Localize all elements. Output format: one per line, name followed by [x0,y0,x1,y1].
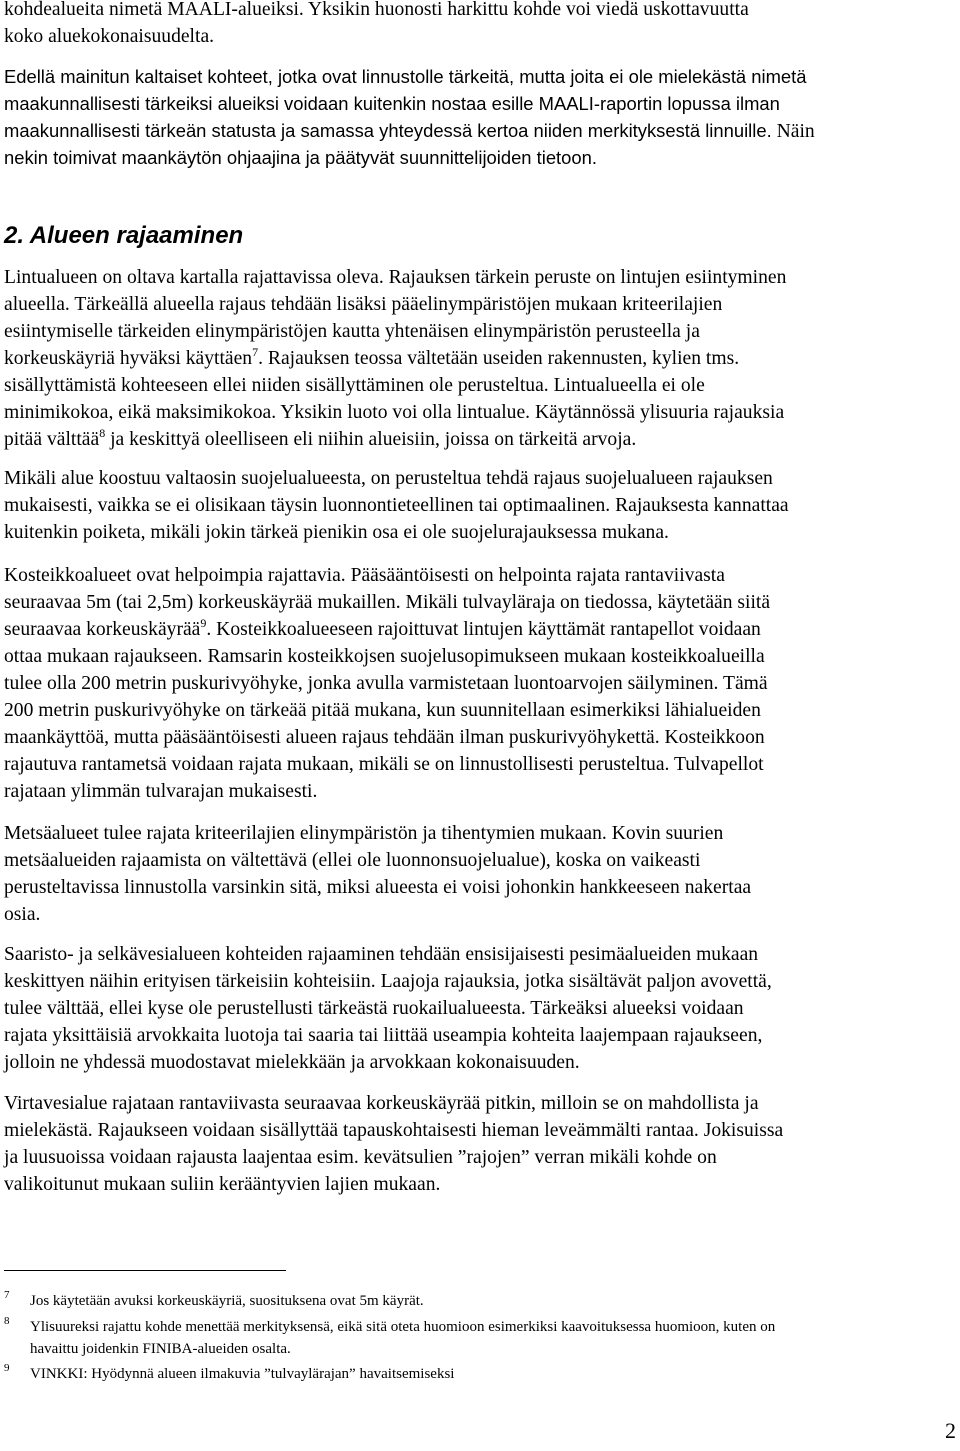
paragraph-2 [4,465,954,546]
footnote-7: 7 Jos käytetään avuksi korkeuskäyriä, suosituksena ovat 5m käyrät. [4,1289,424,1309]
paragraph-6 [4,1090,954,1198]
text-line: metsäalueiden rajaamista on vältettävä (ellei ole luonnonsuojelualue), koska on vaikeasti [4,850,701,871]
text-line: esiintymiselle tärkeiden elinympäristöjen kautta yhtenäisen elinympäristön perusteella ja [4,321,700,342]
text-line: ja luusuoissa voidaan rajausta laajentaa esim. kevätsulien ”rajojen” verran mikäli kohde on [4,1147,717,1168]
paragraph-1 [4,264,954,453]
text-line: Metsäalueet tulee rajata kriteerilajien elinympäristön ja tihentymien mukaan. Kovin suurien [4,823,724,844]
footnote-9: 9 VINKKI: Hyödynnä alueen ilmakuvia ”tulvaylärajan” havaitsemiseksi [4,1362,455,1382]
text-line: Edellä mainitun kaltaiset kohteet, jotka ovat linnustolle tärkeitä, mutta joita ei ole mielekästä nimetä [4,66,807,87]
text-line: kohdealueita nimetä MAALI-alueiksi. Yksikin huonosti harkittu kohde voi viedä uskottavuutta [4,0,749,20]
footnote-ref-9: 9 [200,616,207,630]
footnote-text: Ylisuureksi rajattu kohde menettää merkityksensä, eikä sitä oteta huomioon esimerkiksi kaavoituksessa huomioon, kuten on [30,1319,776,1335]
footnote-8: 8 Ylisuureksi rajattu kohde menettää merkityksensä, eikä sitä oteta huomioon esimerkiksi kaavoituksessa huomioon, kuten on havaittu joidenkin FINIBA-alueiden osalta. [4,1316,954,1360]
text-line: minimikokoa, eikä maksimikokoa. Yksikin luoto voi olla lintualue. Käytännössä ylisuuria rajauksia [4,402,785,423]
text-line: rajautuva rantametsä voidaan rajata mukaan, mikäli se on linnustollisesti perusteltua. Tulvapellot [4,754,764,775]
paragraph-intro-2 [4,63,954,171]
text-line: Saaristo- ja selkävesialueen kohteiden rajaaminen tehdään ensisijaisesti pesimäalueiden mukaan [4,944,759,965]
text-line [4,345,954,372]
text-line: nekin toimivat maankäytön ohjaajina ja päätyvät suunnittelijoiden tietoon. [4,147,597,168]
text-segment: maakunnallisesti tärkeän statusta ja samassa yhteydessä kertoa niiden merkityksestä linnuille. [4,120,772,141]
text-line [4,616,954,643]
text-line: maakunnallisesti tärkeiksi alueiksi voidaan kuitenkin nostaa esille MAALI-raportin lopussa ilman [4,93,780,114]
text-line: Mikäli alue koostuu valtaosin suojelualueesta, on perusteltua tehdä rajaus suojelualueen rajauksen [4,468,773,489]
text-segment: . Kosteikkoalueeseen rajoittuvat lintujen käyttämät rantapellot voidaan [206,619,761,640]
text-segment: seuraavaa korkeuskäyrää [4,619,201,640]
text-line: 200 metrin puskurivyöhyke on tärkeää pitää mukana, kun suunnitellaan esimerkiksi lähialueiden [4,700,761,721]
text-line: tulee välttää, ellei kyse ole perustellusti tärkeästä ruokailualueesta. Tärkeäksi alueeksi voidaan [4,998,744,1019]
text-line: mukaisesti, vaikka se ei olisikaan täysin luonnontieteellinen tai optimaalinen. Rajauksesta kannattaa [4,495,789,516]
footnote-separator [4,1270,286,1271]
text-line: rajataan ylimmän tulvarajan mukaisesti. [4,781,318,802]
text-line [4,117,954,144]
text-line: valikoitunut mukaan suliin kerääntyvien lajien mukaan. [4,1174,441,1195]
text-line: kuitenkin poiketa, mikäli jokin tärkeä pienikin osa ei ole suojelurajauksessa mukana. [4,522,669,543]
text-line: Kosteikkoalueet ovat helpoimpia rajattavia. Pääsääntöisesti on helpointa rajata rantaviivasta [4,565,725,586]
paragraph-intro-1 [4,0,954,50]
text-line: maankäyttöä, mutta pääsääntöisesti alueen rajaus tehdään ilman puskurivyöhykettä. Kosteikkoon [4,727,765,748]
text-line: osia. [4,904,41,925]
page-number: 2 [945,1418,956,1443]
section-heading: 2. Alueen rajaaminen [4,222,244,249]
text-line: alueella. Tärkeällä alueella rajaus tehdään lisäksi pääelinympäristöjen mukaan kriteerilajien [4,294,723,315]
text-line: sisällyttämistä kohteeseen ellei niiden sisällyttäminen ole perusteltua. Lintualueella ei ole [4,375,705,396]
text-line: perusteltavissa linnustolla varsinkin sitä, miksi alueesta ei voisi johonkin hankkeeseen nakertaa [4,877,752,898]
text-segment: . Rajauksen teossa vältetään useiden rakennusten, kylien tms. [258,348,740,369]
paragraph-4 [4,820,954,928]
text-line: tulee olla 200 metrin puskurivyöhyke, jonka avulla varmistetaan luontoarvojen säilyminen. Tämä [4,673,768,694]
text-line: rajata yksittäisiä arvokkaita luotoja tai saaria tai liittää useampia kohteita laajempaan rajaukseen, [4,1025,763,1046]
text-segment: korkeuskäyriä hyväksi käyttäen [4,348,253,369]
text-line [4,426,954,453]
text-line: jolloin ne yhdessä muodostavat mielekkään ja arvokkaan kokonaisuuden. [4,1052,580,1073]
footnote-text: VINKKI: Hyödynnä alueen ilmakuvia ”tulvaylärajan” havaitsemiseksi [30,1366,455,1382]
text-line: seuraavaa 5m (tai 2,5m) korkeuskäyrää mukaillen. Mikäli tulvayläraja on tiedossa, käytetään siitä [4,592,771,613]
text-line: Virtavesialue rajataan rantaviivasta seuraavaa korkeuskäyrää pitkin, milloin se on mahdollista ja [4,1093,759,1114]
paragraph-5 [4,941,954,1076]
footnote-ref-7: 7 [252,345,259,359]
footnote-text-continued: havaittu joidenkin FINIBA-alueiden osalta. [30,1341,291,1357]
paragraph-3 [4,562,954,805]
text-segment: pitää välttää [4,429,100,450]
footnote-ref-8: 8 [99,426,106,440]
text-segment: ja keskittyä oleelliseen eli niihin alueisiin, joissa on tärkeitä arvoja. [105,429,637,450]
text-line: mielekästä. Rajaukseen voidaan sisällyttää tapauskohtaisesti hieman leveämmälti rantaa. Jokisuissa [4,1120,784,1141]
footnote-text: Jos käytetään avuksi korkeuskäyriä, suosituksena ovat 5m käyrät. [30,1293,424,1309]
text-segment: Näin [776,121,815,142]
text-line: Lintualueen on oltava kartalla rajattavissa oleva. Rajauksen tärkein peruste on lintujen esiintyminen [4,267,787,288]
text-line: ottaa mukaan rajaukseen. Ramsarin kosteikkojsen suojelusopimukseen mukaan kosteikkoalueilla [4,646,765,667]
text-line: keskittyen näihin erityisen tärkeisiin kohteisiin. Laajoja rajauksia, jotka sisältävät paljon avovettä, [4,971,772,992]
text-line: koko aluekokonaisuudelta. [4,26,215,47]
